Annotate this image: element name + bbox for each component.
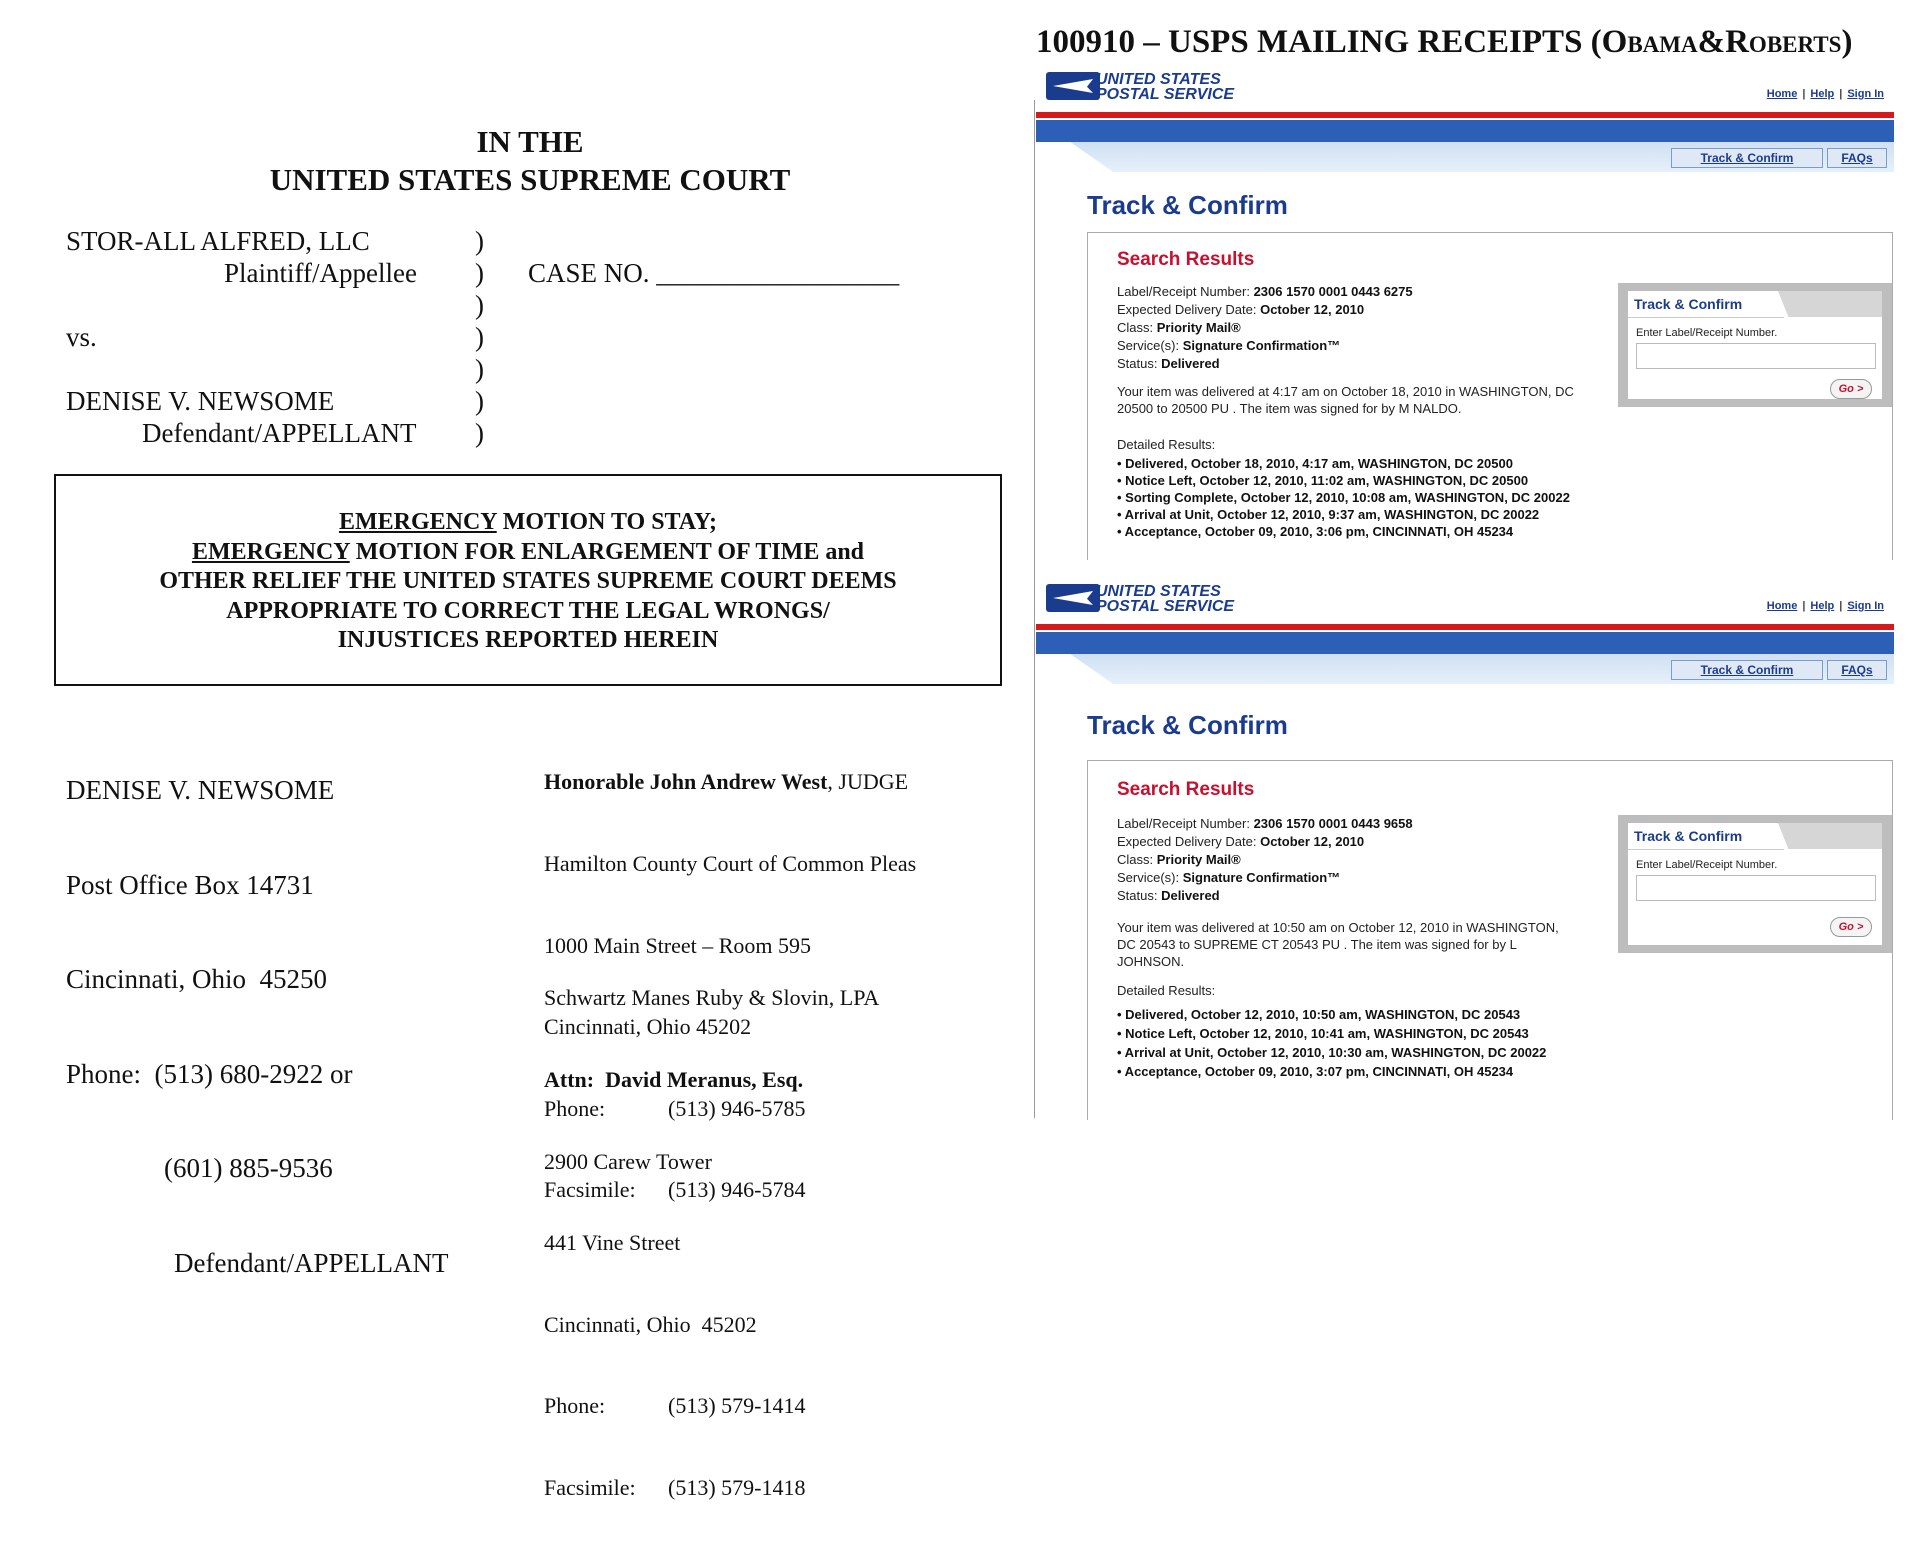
track-widget bbox=[1618, 283, 1892, 407]
firm-address-line: 2900 Carew Tower bbox=[544, 1148, 712, 1174]
service-type: Signature Confirmation™ bbox=[1182, 870, 1341, 885]
caption-paren: ) bbox=[475, 290, 484, 320]
field-label: Expected Delivery Date: bbox=[1117, 302, 1261, 317]
search-results-title: Search Results bbox=[1117, 249, 1255, 270]
court-heading-line2: UNITED STATES SUPREME COURT bbox=[269, 162, 791, 197]
usps-logo-text bbox=[1096, 72, 1234, 102]
nav-tab-label: Track & Confirm bbox=[1700, 151, 1794, 165]
header-red-bar bbox=[1036, 624, 1894, 630]
widget-input-label: Enter Label/Receipt Number. bbox=[1636, 859, 1778, 871]
expected-date: October 12, 2010 bbox=[1260, 834, 1365, 849]
sign-in-link[interactable]: Sign In bbox=[1847, 88, 1884, 100]
defendant-address-line: Cincinnati, Ohio 45250 bbox=[66, 964, 327, 994]
receipt-number: 2306 1570 0001 0443 6275 bbox=[1253, 284, 1413, 299]
motion-title-box bbox=[54, 474, 1002, 686]
detailed-results-list bbox=[1117, 455, 1570, 540]
separator: | bbox=[1839, 88, 1843, 100]
mail-class: Priority Mail® bbox=[1156, 852, 1241, 867]
widget-tab: Track & Confirm bbox=[1628, 823, 1784, 850]
status-value: Delivered bbox=[1161, 888, 1220, 903]
field-label: Status: bbox=[1117, 356, 1162, 371]
receipt-number-input[interactable] bbox=[1636, 875, 1876, 901]
widget-tab-bg bbox=[1778, 291, 1882, 317]
defendant-phone: Phone: (513) 680-2922 or bbox=[66, 1058, 353, 1089]
tracking-event: • Acceptance, October 09, 2010, 3:07 pm, CINCINNATI, OH 45234 bbox=[1117, 1064, 1514, 1079]
caption-paren: ) bbox=[475, 418, 484, 448]
judge-phone-label: Phone: bbox=[544, 1095, 606, 1121]
service-type: Signature Confirmation™ bbox=[1182, 338, 1341, 353]
search-results-panel bbox=[1087, 760, 1893, 1120]
caption-paren: ) bbox=[475, 258, 484, 288]
widget-tab-bg bbox=[1778, 823, 1882, 849]
separator: | bbox=[1802, 88, 1806, 100]
defendant-address-role: Defendant/APPELLANT bbox=[174, 1247, 449, 1278]
receipt-number: 2306 1570 0001 0443 9658 bbox=[1253, 816, 1413, 831]
tracking-event: • Delivered, October 12, 2010, 10:50 am, WASHINGTON, DC 20543 bbox=[1117, 1007, 1521, 1022]
firm-city: Cincinnati, Ohio 45202 bbox=[544, 1311, 757, 1337]
go-button[interactable]: Go > bbox=[1830, 917, 1872, 937]
usps-panel-2 bbox=[1036, 580, 1894, 1120]
receipts-heading-main: 100910 – USPS MAILING RECEIPTS ( bbox=[1036, 24, 1602, 60]
field-label: Label/Receipt Number: bbox=[1117, 816, 1254, 831]
logo-line: POSTAL SERVICE bbox=[1096, 86, 1235, 103]
defendant-address-block bbox=[66, 712, 448, 1342]
field-label: Expected Delivery Date: bbox=[1117, 834, 1261, 849]
field-label: Status: bbox=[1117, 888, 1162, 903]
firm-phone: (513) 579-1414 bbox=[668, 1393, 806, 1419]
defendant-role: Defendant/APPELLANT bbox=[142, 418, 417, 448]
tracking-event: • Sorting Complete, October 12, 2010, 10:08 am, WASHINGTON, DC 20022 bbox=[1117, 490, 1570, 505]
firm-phone-label: Phone: bbox=[544, 1393, 606, 1419]
search-results-title: Search Results bbox=[1117, 779, 1255, 800]
tracking-event: • Delivered, October 18, 2010, 4:17 am, WASHINGTON, DC 20500 bbox=[1117, 456, 1513, 471]
search-results-panel bbox=[1087, 232, 1893, 560]
motion-line: APPROPRIATE TO CORRECT THE LEGAL WRONGS/ bbox=[226, 597, 830, 624]
caption-paren: ) bbox=[475, 386, 484, 416]
page-title: Track & Confirm bbox=[1087, 190, 1288, 220]
receipts-heading bbox=[1036, 24, 1852, 61]
tracking-event: • Arrival at Unit, October 12, 2010, 9:37 am, WASHINGTON, DC 20022 bbox=[1117, 507, 1540, 522]
track-widget bbox=[1618, 815, 1892, 953]
page-title: Track & Confirm bbox=[1087, 710, 1288, 740]
nav-tab-label: Track & Confirm bbox=[1700, 663, 1794, 677]
nav-tab-label: FAQs bbox=[1841, 151, 1873, 165]
field-label: Service(s): bbox=[1117, 338, 1183, 353]
nav-tab-track-confirm[interactable] bbox=[1671, 148, 1823, 168]
header-blue-bar bbox=[1036, 120, 1894, 142]
help-link[interactable]: Help bbox=[1810, 600, 1835, 612]
firm-fax: (513) 579-1418 bbox=[668, 1475, 806, 1501]
home-link[interactable]: Home bbox=[1766, 88, 1798, 100]
case-number: CASE NO. __________________ bbox=[528, 258, 900, 288]
firm-address-block bbox=[544, 930, 879, 1556]
logo-line: UNITED STATES bbox=[1096, 71, 1221, 88]
delivery-message: Your item was delivered at 4:17 am on October 18, 2010 in WASHINGTON, DC 20500 to 20500 PU . The item was signed for by M NALDO. bbox=[1117, 384, 1574, 416]
firm-fax-label: Facsimile: bbox=[544, 1475, 636, 1501]
logo-line: POSTAL SERVICE bbox=[1096, 598, 1235, 615]
motion-title bbox=[56, 508, 1000, 656]
tracking-event: • Acceptance, October 09, 2010, 3:06 pm, CINCINNATI, OH 45234 bbox=[1117, 524, 1514, 539]
separator: | bbox=[1839, 600, 1843, 612]
sign-in-link[interactable]: Sign In bbox=[1847, 600, 1884, 612]
detailed-results-label: Detailed Results: bbox=[1117, 983, 1216, 998]
firm-attn: Attn: David Meranus, Esq. bbox=[544, 1067, 804, 1093]
receipt-info bbox=[1117, 815, 1413, 905]
nav-tab-faqs[interactable] bbox=[1827, 148, 1887, 168]
usps-logo-text bbox=[1096, 584, 1234, 614]
motion-line: OTHER RELIEF THE UNITED STATES SUPREME COURT DEEMS bbox=[159, 568, 897, 594]
motion-line: INJUSTICES REPORTED HEREIN bbox=[337, 627, 719, 653]
widget-tab: Track & Confirm bbox=[1628, 291, 1784, 318]
caption-paren: ) bbox=[475, 322, 484, 352]
receipts-heading-close: ) bbox=[1841, 24, 1853, 60]
top-links bbox=[1767, 600, 1884, 612]
motion-emphasis: EMERGENCY bbox=[338, 509, 497, 535]
detailed-results-list bbox=[1117, 1005, 1546, 1081]
defendant-address-name: DENISE V. NEWSOME bbox=[66, 775, 335, 805]
motion-line: MOTION FOR ENLARGEMENT OF TIME and bbox=[349, 538, 865, 565]
judge-name: Honorable John Andrew West bbox=[544, 769, 828, 795]
judge-fax: (513) 946-5784 bbox=[668, 1177, 806, 1203]
usps-panel-1 bbox=[1036, 68, 1894, 560]
mail-class: Priority Mail® bbox=[1156, 320, 1241, 335]
top-links bbox=[1767, 88, 1884, 100]
tracking-event: • Notice Left, October 12, 2010, 11:02 am, WASHINGTON, DC 20500 bbox=[1117, 473, 1529, 488]
motion-emphasis: EMERGENCY bbox=[191, 538, 350, 565]
field-label: Class: bbox=[1117, 852, 1157, 867]
header-blue-bar bbox=[1036, 632, 1894, 654]
expected-date: October 12, 2010 bbox=[1260, 302, 1365, 317]
detailed-results-label: Detailed Results: bbox=[1117, 437, 1216, 452]
status-value: Delivered bbox=[1161, 356, 1220, 371]
nav-tab-track-confirm[interactable] bbox=[1671, 660, 1823, 680]
receipt-info bbox=[1117, 283, 1413, 373]
defendant-name: DENISE V. NEWSOME bbox=[66, 386, 335, 416]
tracking-event: • Arrival at Unit, October 12, 2010, 10:30 am, WASHINGTON, DC 20022 bbox=[1117, 1045, 1547, 1060]
tracking-event: • Notice Left, October 12, 2010, 10:41 am, WASHINGTON, DC 20543 bbox=[1117, 1026, 1529, 1041]
judge-street: 1000 Main Street – Room 595 bbox=[544, 932, 812, 958]
usps-eagle-logo-icon bbox=[1046, 72, 1100, 100]
caption-paren: ) bbox=[475, 226, 484, 256]
versus: vs. bbox=[66, 322, 97, 352]
court-heading-line1: IN THE bbox=[476, 124, 584, 159]
field-label: Class: bbox=[1117, 320, 1157, 335]
caption-paren: ) bbox=[475, 354, 484, 384]
field-label: Service(s): bbox=[1117, 870, 1183, 885]
receipts-heading-names: Obama&Roberts bbox=[1601, 24, 1842, 60]
firm-name: Schwartz Manes Ruby & Slovin, LPA bbox=[544, 985, 880, 1011]
widget-input-label: Enter Label/Receipt Number. bbox=[1636, 327, 1778, 339]
nav-tab-faqs[interactable] bbox=[1827, 660, 1887, 680]
plaintiff-name: STOR-ALL ALFRED, LLC bbox=[66, 226, 370, 256]
delivery-message: Your item was delivered at 10:50 am on October 12, 2010 in WASHINGTON, DC 20543 to SUPREME CT 20543 PU . The item was signed for by L JOHNSON. bbox=[1117, 920, 1559, 969]
defendant-phone-alt: (601) 885-9536 bbox=[164, 1153, 333, 1183]
nav-tab-label: FAQs bbox=[1841, 663, 1873, 677]
header-red-bar bbox=[1036, 112, 1894, 118]
receipt-number-input[interactable] bbox=[1636, 343, 1876, 369]
judge-title: , JUDGE bbox=[827, 769, 909, 795]
defendant-address-line: Post Office Box 14731 bbox=[66, 869, 314, 900]
separator: | bbox=[1802, 600, 1806, 612]
field-label: Label/Receipt Number: bbox=[1117, 284, 1254, 299]
home-link[interactable]: Home bbox=[1766, 600, 1798, 612]
motion-line: MOTION TO STAY; bbox=[496, 509, 718, 535]
usps-eagle-logo-icon bbox=[1046, 584, 1100, 612]
judge-phone: (513) 946-5785 bbox=[668, 1095, 806, 1121]
panel-divider bbox=[1034, 100, 1035, 1118]
judge-fax-label: Facsimile: bbox=[544, 1177, 636, 1203]
logo-line: UNITED STATES bbox=[1096, 583, 1221, 600]
help-link[interactable]: Help bbox=[1810, 88, 1835, 100]
plaintiff-role: Plaintiff/Appellee bbox=[224, 258, 417, 288]
firm-address-line: 441 Vine Street bbox=[544, 1230, 681, 1256]
go-button[interactable]: Go > bbox=[1830, 379, 1872, 399]
judge-city: Cincinnati, Ohio 45202 bbox=[544, 1014, 752, 1040]
judge-court: Hamilton County Court of Common Pleas bbox=[544, 851, 917, 877]
